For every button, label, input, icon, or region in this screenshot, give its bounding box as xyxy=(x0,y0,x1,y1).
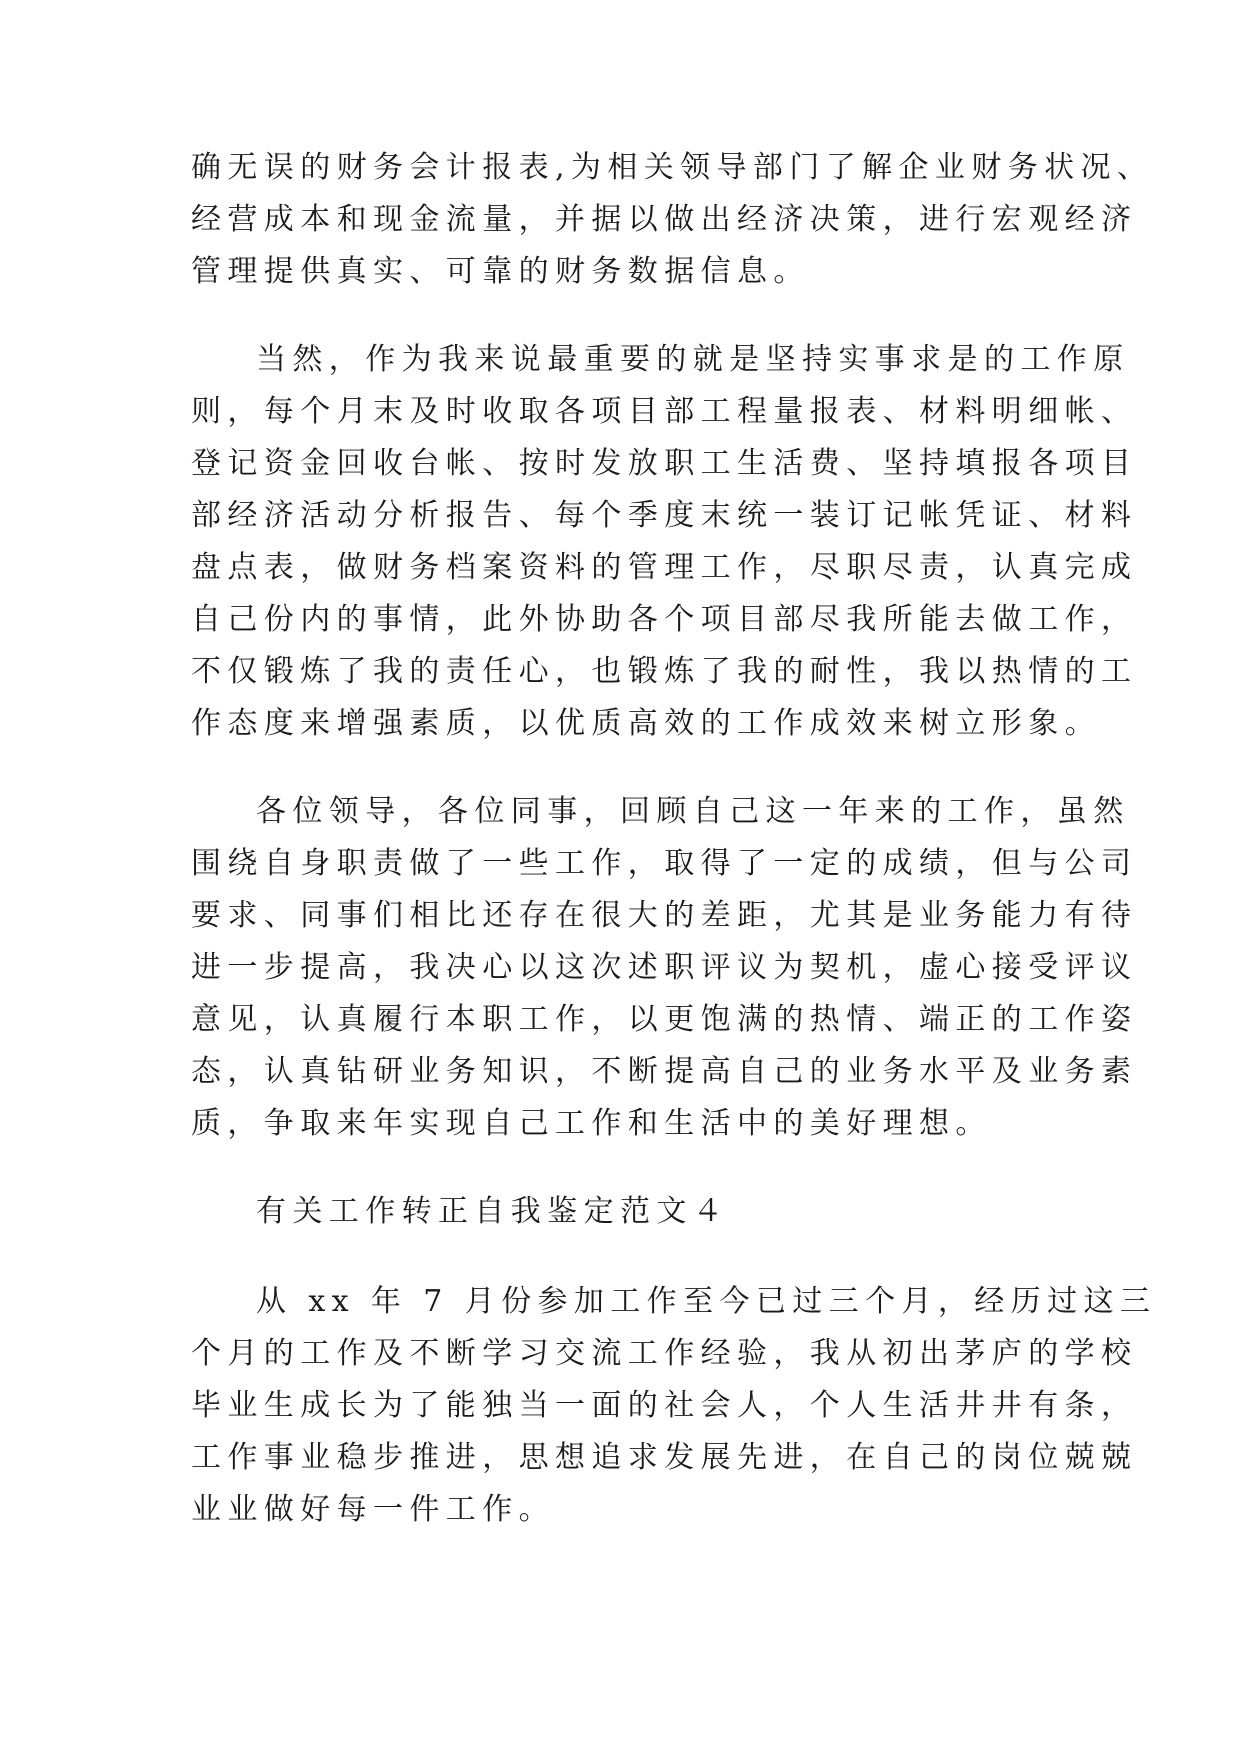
text-line: 管理提供真实、可靠的财务数据信息。 xyxy=(191,254,810,289)
paragraph-start-line: 从 xx 年 7 月份参加工作至今已过三个月，经历过这三 xyxy=(256,1284,1157,1319)
text-line: 意见，认真履行本职工作，以更饱满的热情、端正的工作姿 xyxy=(191,1002,1138,1037)
text-line: 业业做好每一件工作。 xyxy=(191,1492,555,1527)
text-line: 围绕自身职责做了一些工作，取得了一定的成绩，但与公司 xyxy=(191,846,1138,881)
text-line: 进一步提高，我决心以这次述职评议为契机，虚心接受评议 xyxy=(191,950,1138,985)
text-line: 工作事业稳步推进，思想追求发展先进，在自己的岗位兢兢 xyxy=(191,1440,1138,1475)
text-line: 盘点表，做财务档案资料的管理工作，尽职尽责，认真完成 xyxy=(191,550,1138,585)
text-line: 部经济活动分析报告、每个季度末统一装订记帐凭证、材料 xyxy=(191,498,1138,533)
text-line: 质，争取来年实现自己工作和生活中的美好理想。 xyxy=(191,1106,992,1141)
section-heading: 有关工作转正自我鉴定范文４ xyxy=(256,1194,730,1229)
text-line: 自己份内的事情，此外协助各个项目部尽我所能去做工作， xyxy=(191,602,1138,637)
text-line: 经营成本和现金流量，并据以做出经济决策，进行宏观经济 xyxy=(191,202,1138,237)
text-line: 作态度来增强素质，以优质高效的工作成效来树立形象。 xyxy=(191,706,1101,741)
text-line: 则，每个月末及时收取各项目部工程量报表、材料明细帐、 xyxy=(191,394,1138,429)
text-line: 不仅锻炼了我的责任心，也锻炼了我的耐性，我以热情的工 xyxy=(191,654,1138,689)
text-line: 个月的工作及不断学习交流工作经验，我从初出茅庐的学校 xyxy=(191,1336,1138,1371)
text-line: 态，认真钻研业务知识，不断提高自己的业务水平及业务素 xyxy=(191,1054,1138,1089)
text-line: 要求、同事们相比还存在很大的差距，尤其是业务能力有待 xyxy=(191,898,1138,933)
text-line: 确无误的财务会计报表,为相关领导部门了解企业财务状况、 xyxy=(191,150,1154,185)
paragraph-start-line: 当然，作为我来说最重要的就是坚持实事求是的工作原 xyxy=(256,342,1130,377)
paragraph-start-line: 各位领导，各位同事，回顾自己这一年来的工作，虽然 xyxy=(256,794,1130,829)
text-line: 登记资金回收台帐、按时发放职工生活费、坚持填报各项目 xyxy=(191,446,1138,481)
text-line: 毕业生成长为了能独当一面的社会人，个人生活井井有条， xyxy=(191,1388,1138,1423)
